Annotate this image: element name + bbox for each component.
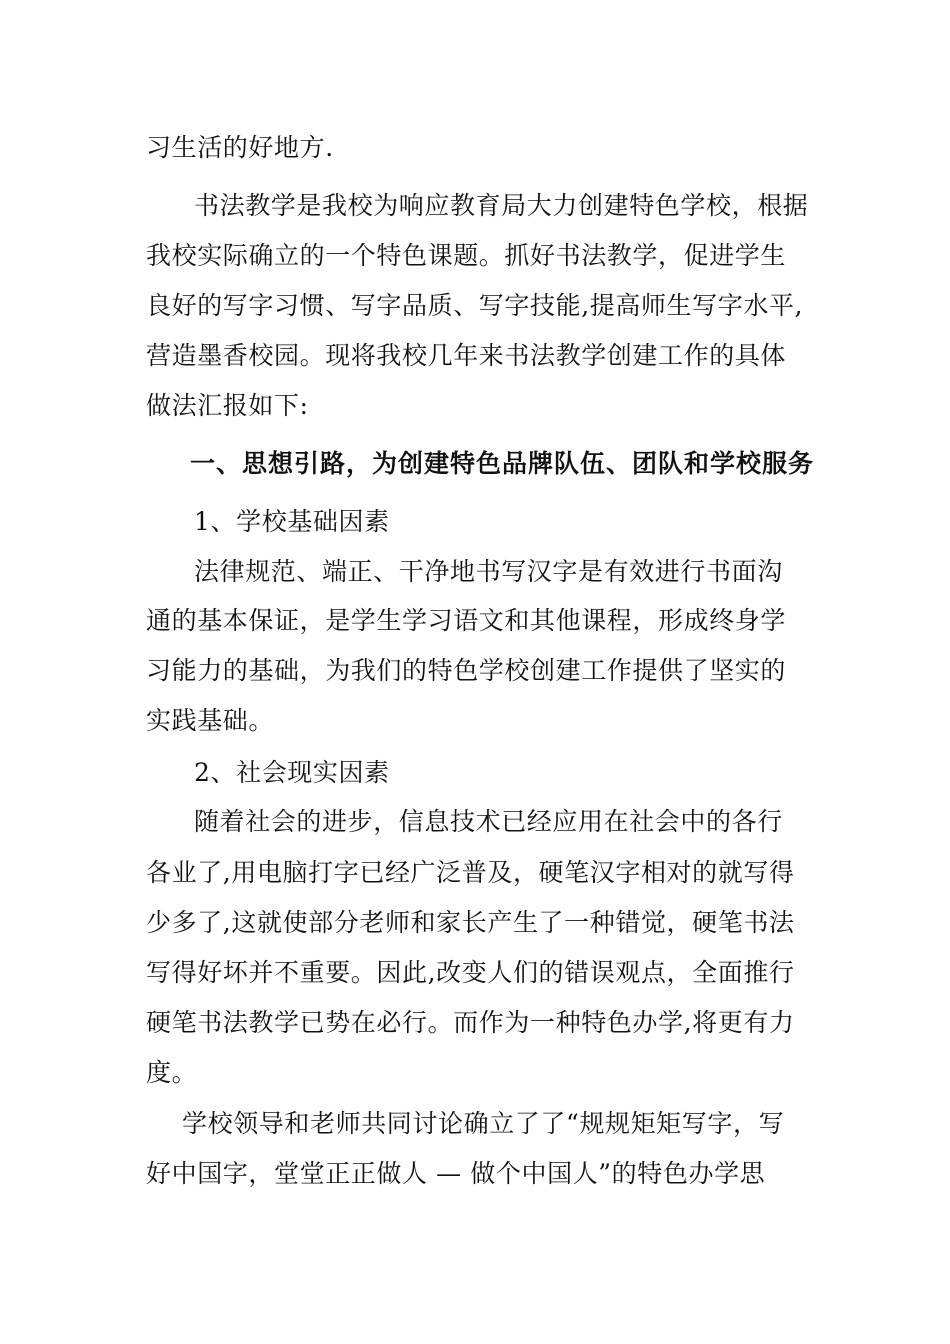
paragraph-start-line: 学校领导和老师共同讨论确立了了“规规矩矩写字，写 <box>182 1109 785 1138</box>
text-line: 各业了,用电脑打字已经广泛普及，硬笔汉字相对的就写得 <box>146 858 795 887</box>
text-line: 通的基本保证，是学生学习语文和其他课程，形成终身学 <box>146 606 787 635</box>
paragraph-start-line: 法律规范、端正、干净地书写汉字是有效进行书面沟 <box>194 557 783 586</box>
text-line: 少多了,这就使部分老师和家长产生了一种错觉，硬笔书法 <box>146 908 795 937</box>
text-line: 良好的写字习惯、写字品质、写字技能,提高师生写字水平, <box>146 291 804 320</box>
text-line: 营造墨香校园。现将我校几年来书法教学创建工作的具体 <box>146 341 787 370</box>
text-line: 度。 <box>146 1058 198 1087</box>
text-line: 硬笔书法教学已势在必行。而作为一种特色办学,将更有力 <box>146 1008 795 1037</box>
text-line: 习能力的基础，为我们的特色学校创建工作提供了坚实的 <box>146 656 787 685</box>
text-line: 我校实际确立的一个特色课题。抓好书法教学，促进学生 <box>146 241 787 270</box>
subsection-heading: 1、学校基础因素 <box>194 507 390 536</box>
section-heading: 一、思想引路，为创建特色品牌队伍、团队和学校服务 <box>190 449 815 478</box>
text-line: 写得好坏并不重要。因此,改变人们的错误观点，全面推行 <box>146 958 795 987</box>
text-line: 好中国字，堂堂正正做人 — 做个中国人”的特色办学思 <box>146 1159 766 1188</box>
subsection-heading: 2、社会现实因素 <box>194 758 390 787</box>
paragraph-start-line: 书法教学是我校为响应教育局大力创建特色学校，根据 <box>194 191 809 220</box>
paragraph-start-line: 随着社会的进步，信息技术已经应用在社会中的各行 <box>194 807 783 836</box>
text-line: 实践基础。 <box>146 706 275 735</box>
text-line: 做法汇报如下: <box>146 391 309 420</box>
text-line: 习生活的好地方. <box>146 133 334 162</box>
